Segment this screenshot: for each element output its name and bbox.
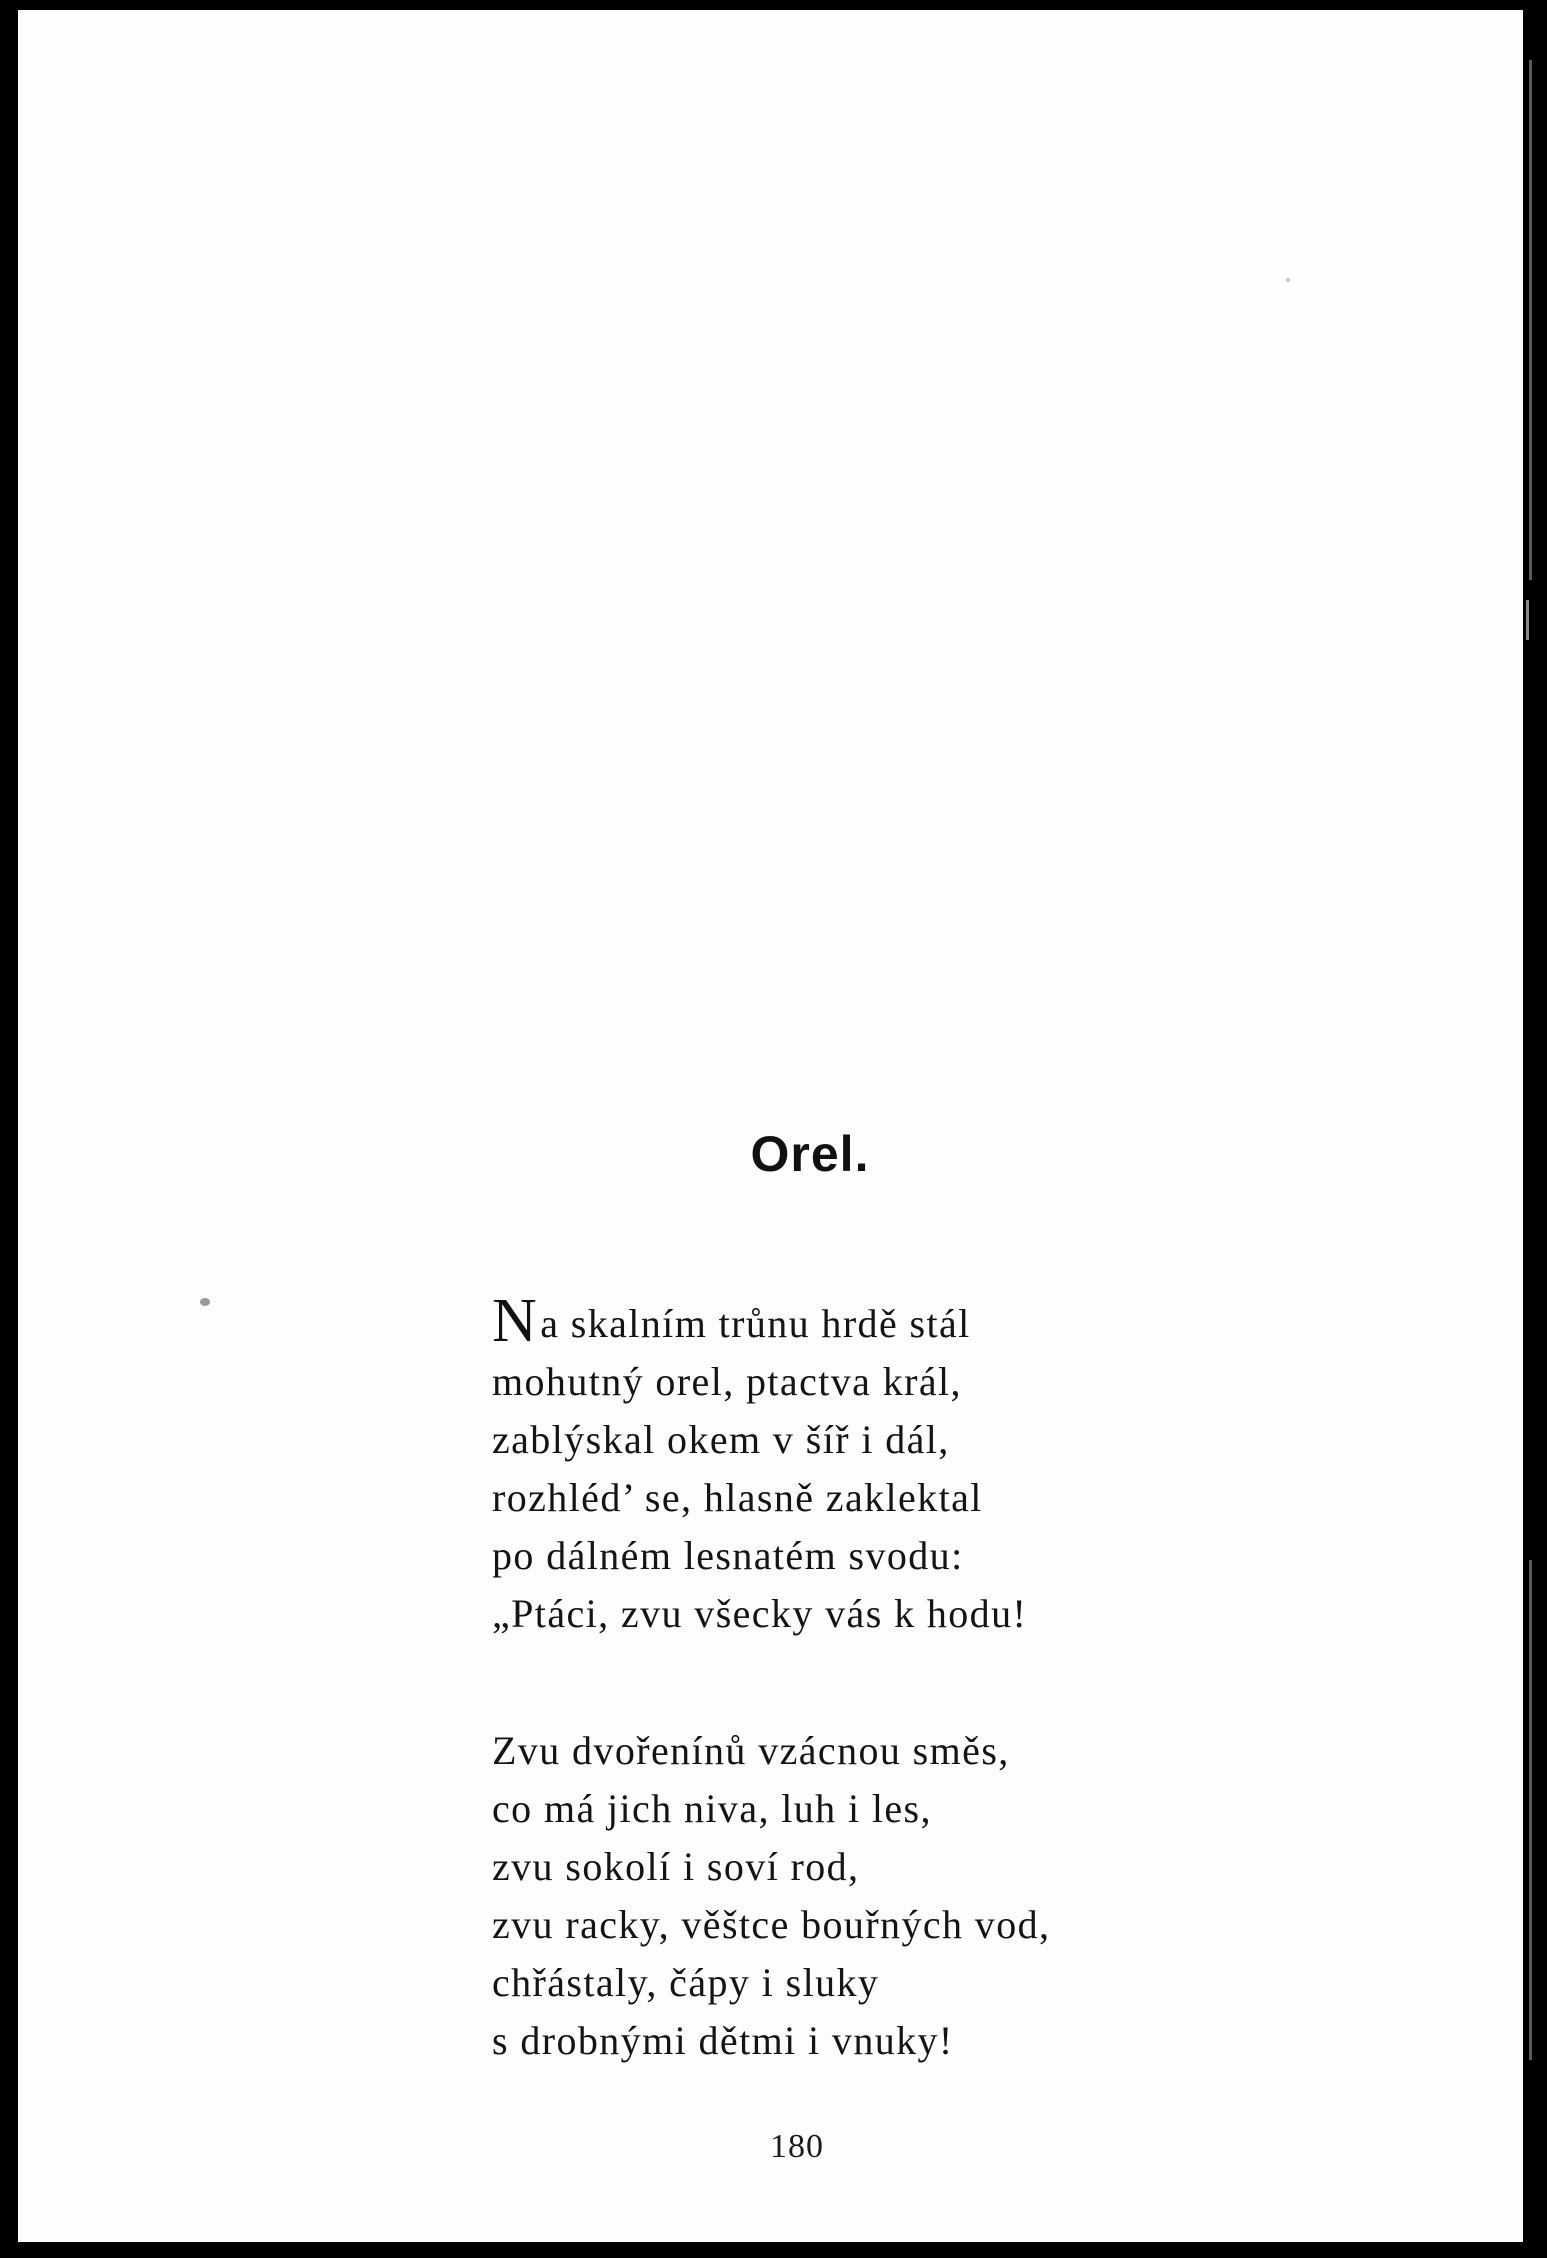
poem-line	[492, 1287, 1392, 1355]
page-number: 180	[770, 2128, 824, 2165]
scan-speck	[200, 1298, 210, 1306]
poem-line: „Ptáci, zvu všecky vás k hodu!	[492, 1591, 1028, 1636]
poem-line: co má jich niva, luh i les,	[492, 1786, 932, 1831]
poem-title: Orel.	[750, 1126, 870, 1182]
poem-line: chřástaly, čápy i sluky	[492, 1960, 880, 2005]
poem-line: zvu sokolí i soví rod,	[492, 1844, 860, 1889]
poem-line: Zvu dvořenínů vzácnou směs,	[492, 1728, 1010, 1773]
drop-cap: N	[492, 1287, 539, 1355]
poem-line: zvu racky, věštce bouřných vod,	[492, 1902, 1051, 1947]
stanza-1	[492, 1287, 1392, 1643]
stanza-2	[492, 1722, 1392, 2070]
poem-line: mohutný orel, ptactva král,	[492, 1359, 962, 1404]
poem-line: s drobnými dětmi i vnuky!	[492, 2018, 954, 2063]
scan-speck	[1286, 278, 1290, 282]
poem-line-text: a skalním trůnu hrdě stál	[540, 1301, 971, 1346]
poem-line: rozhléd’ se, hlasně zaklektal	[492, 1475, 983, 1520]
poem-line: po dálném lesnatém svodu:	[492, 1533, 964, 1578]
poem-line: zablýskal okem v šíř i dál,	[492, 1417, 950, 1462]
